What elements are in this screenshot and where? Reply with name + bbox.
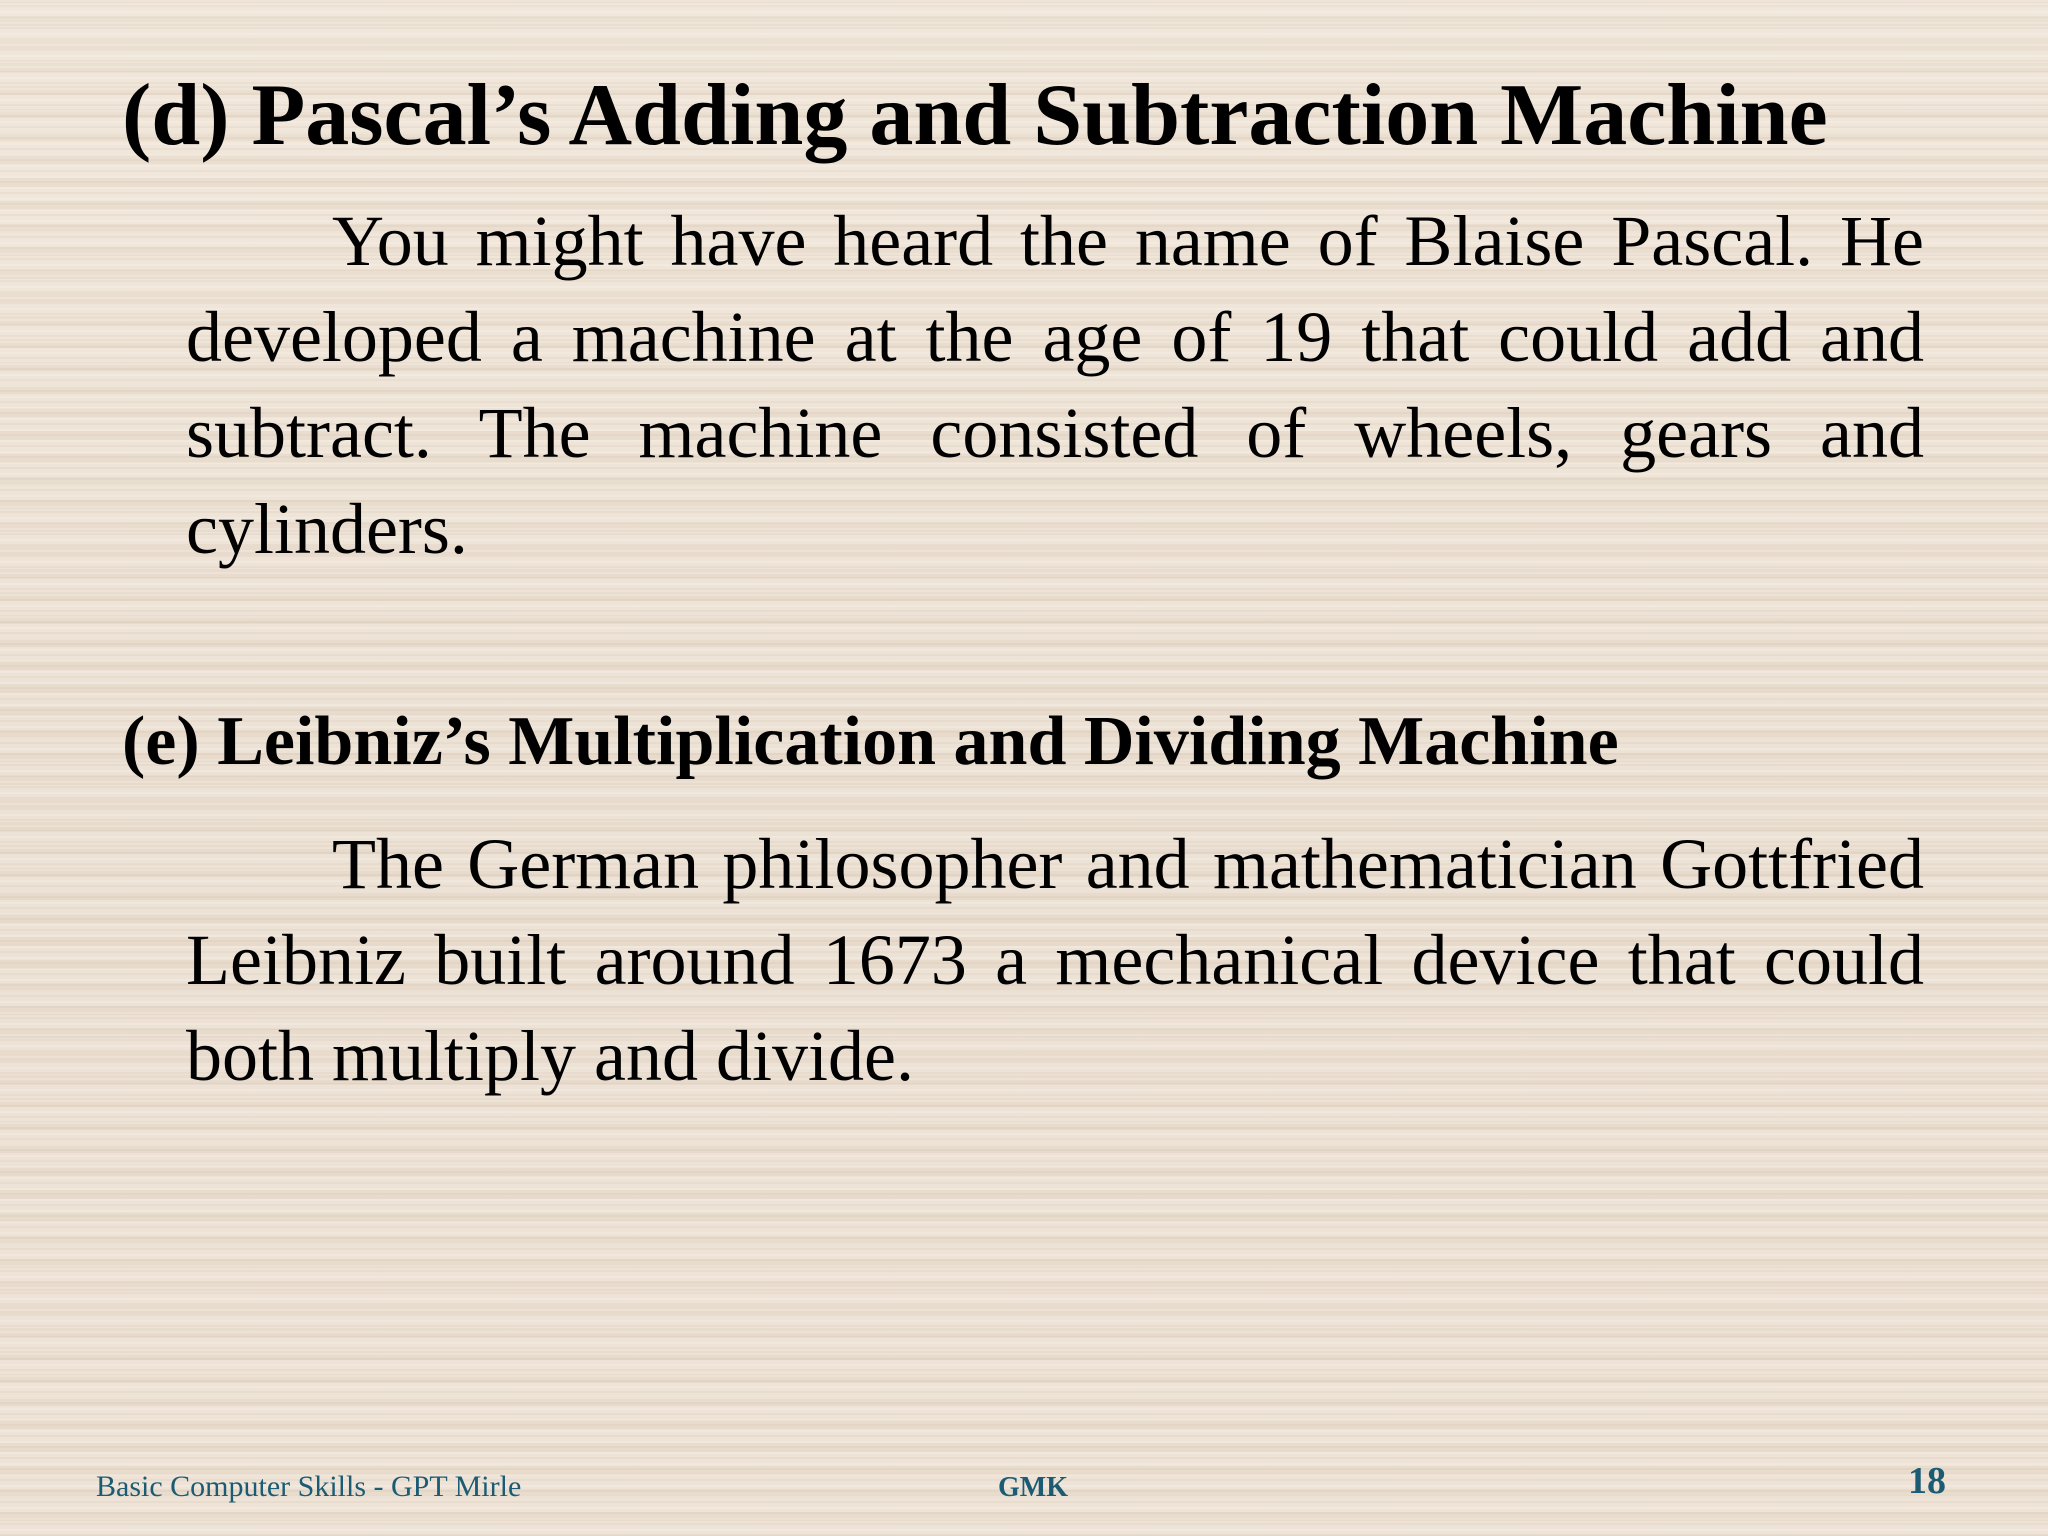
section-e-heading: (e) Leibniz’s Multiplication and Dividing Machine — [122, 703, 1619, 780]
section-d-body: You might have heard the name of Blaise Pascal. He developed a machine at the age of 19 that could add and subtract. The machine consisted of wheels, gears and cylinders. — [186, 201, 1924, 569]
section-e-body: The German philosopher and mathematician Gottfried Leibniz built around 1673 a mechanical device that could both multiply and divide. — [186, 824, 1924, 1096]
slide-number: 18 — [1908, 1460, 1946, 1502]
footer-course-title: Basic Computer Skills - GPT Mirle — [96, 1470, 522, 1503]
section-d-heading: (d) Pascal’s Adding and Subtraction Machine — [122, 67, 1828, 164]
footer-author: GMK — [998, 1472, 1068, 1503]
